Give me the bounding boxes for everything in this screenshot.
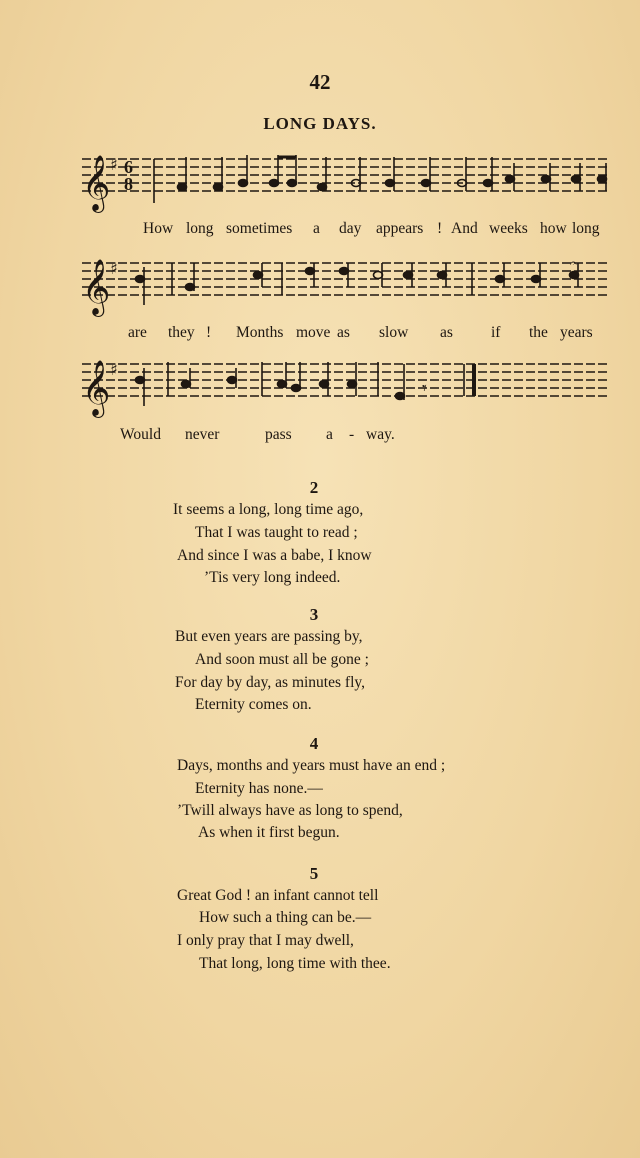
lyric-syllable: move [296,324,331,341]
time-signature-bottom: 8 [124,174,133,194]
lyric-syllable: ! [437,220,443,237]
lyric-syllable: as [440,324,453,341]
lyric-syllable: long [186,220,214,237]
lyrics-line-3 [0,426,640,450]
verse-line: Eternity comes on. [195,696,312,713]
verse-number: 5 [309,864,319,883]
verse-line: It seems a long, long time ago, [173,501,364,518]
rest-icon: 𝄾 [422,378,427,399]
lyric-syllable: Would [120,426,161,443]
treble-clef-icon: 𝄞 [82,155,111,211]
music-staff-3 [82,358,610,418]
verse-line: And soon must all be gone ; [195,651,369,668]
lyric-syllable: And [451,220,478,237]
page-number: 42 [309,70,331,94]
verse-line: I only pray that I may dwell, [177,932,354,949]
fermata-icon: 𝄐 [570,257,577,270]
lyric-syllable: ! [206,324,212,341]
lyric-syllable: sometimes [226,220,293,237]
lyric-syllable: are [128,324,147,341]
lyric-syllable: weeks [489,220,528,237]
music-staff-1 [82,153,610,213]
verse-line: As when it first begun. [198,824,340,841]
verse-number: 4 [309,734,319,753]
lyric-syllable: they [168,324,195,341]
lyric-syllable: years [560,324,593,341]
verse-number: 2 [309,478,319,497]
verse-line: Eternity has none.— [195,780,323,797]
lyric-syllable: if [491,324,501,341]
verse-number: 3 [309,605,319,624]
lyric-syllable: way. [366,426,395,443]
lyric-syllable: slow [379,324,409,341]
lyric-syllable: pass [265,426,292,443]
sharp-icon: ♯ [110,360,118,379]
lyric-syllable: the [529,324,548,341]
song-title: LONG DAYS. [263,114,377,133]
lyric-syllable: How [143,220,174,237]
verse-line: ’Twill always have as long to spend, [177,802,403,819]
music-staff-2 [82,257,610,317]
lyrics-line-1 [0,220,640,244]
lyric-syllable: a [326,426,333,443]
lyric-syllable: as [337,324,350,341]
verse-line: Great God ! an infant cannot tell [177,887,379,904]
verse-line: For day by day, as minutes fly, [175,674,365,691]
verse-line: ’Tis very long indeed. [204,569,341,586]
lyric-syllable: never [185,426,220,443]
treble-clef-icon: 𝄞 [82,360,111,416]
verse-line: But even years are passing by, [175,628,363,645]
verse-line: Days, months and years must have an end ; [177,757,446,774]
lyric-syllable: how [540,220,567,237]
lyric-syllable: - [349,426,355,443]
lyric-syllable: Months [236,324,284,341]
lyrics-line-2 [0,324,640,348]
verse-line: That long, long time with thee. [199,955,391,972]
treble-clef-icon: 𝄞 [82,259,111,315]
sharp-icon: ♯ [110,259,118,278]
time-signature-top: 6 [124,157,133,177]
sharp-icon: ♯ [110,155,118,174]
lyric-syllable: day [339,220,362,237]
verse-line: That I was taught to read ; [195,524,358,541]
lyric-syllable: a [313,220,320,237]
verse-line: How such a thing can be.— [199,909,372,926]
lyric-syllable: long [572,220,600,237]
verse-line: And since I was a babe, I know [177,547,372,564]
lyric-syllable: appears [376,220,424,237]
